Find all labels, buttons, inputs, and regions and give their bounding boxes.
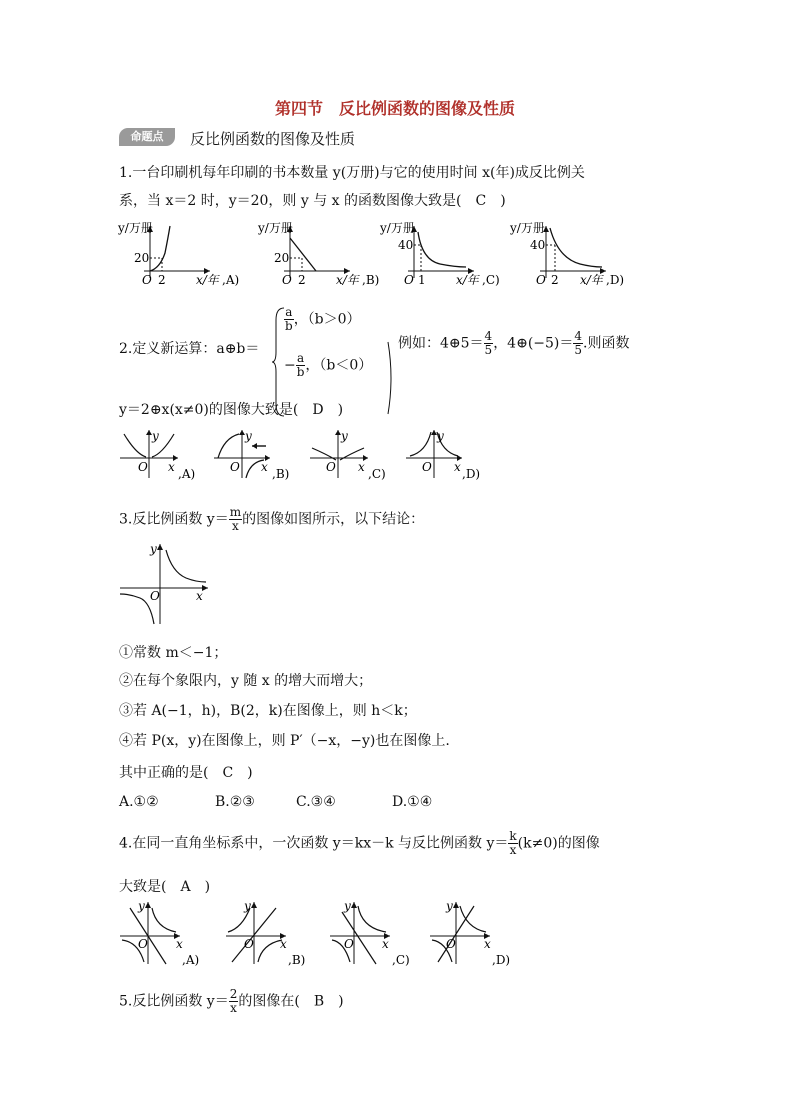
q2-line2: y＝2⊕x(x≠0)的图像大致是( D ) [119,402,344,418]
q1-b-yval: 20 [274,251,290,265]
q1-graphs [110,218,650,298]
q1-c-yval: 40 [398,238,414,252]
svg-text:,A): ,A) [182,953,200,967]
q3-item-4: ④若 P(x，y)在图像上，则 P′（−x，−y)也在图像上. [119,733,450,749]
svg-text:,B): ,B) [272,467,290,481]
svg-text:x: x [168,460,175,474]
svg-text:y: y [244,899,251,913]
q3-item-1: ①常数 m＜−1； [119,645,228,661]
q4-stem: 4.在同一直角坐标系中，一次函数 y＝kx－k 与反比例函数 y＝ $\frac{k}{x}$ (k≠0)的图像 [119,829,600,857]
q3-choice-c: C.③④ [296,794,336,810]
svg-text:O: O [138,460,148,474]
q1-b-xlabel: x/年 [336,273,359,287]
q2-case1-cond: ，（b＞0） [293,311,361,328]
q1-c-opt: ,C) [482,273,500,287]
svg-text:O: O [244,937,254,951]
q2-case1 [284,306,361,333]
q1-d-origin: O [536,273,546,287]
section-heading: 反比例函数的图像及性质 [190,130,356,148]
q1-c-xlabel: x/年 [456,273,479,287]
svg-text:x: x [261,460,268,474]
svg-text:y: y [152,429,159,443]
q4-graph-a [120,899,199,967]
q1-d-opt: ,D) [606,273,625,287]
q1-c-ylabel: y/万册 [380,221,415,235]
q1-graph-d [509,221,624,287]
q4-graph-c [330,899,410,967]
svg-text:x: x [358,460,365,474]
q1-d-xval: 2 [551,273,559,287]
q1-a-xlabel: x/年 [196,273,219,287]
svg-text:y: y [138,899,145,913]
svg-text:,A): ,A) [178,467,196,481]
svg-text:O: O [150,589,160,603]
q3-question: 其中正确的是( C ) [119,765,253,781]
q2-graph-c [310,429,386,481]
svg-text:,D): ,D) [462,467,481,481]
svg-text:x: x [176,937,183,951]
q1-a-opt: ,A) [222,273,240,287]
q2-case1-frac: $\frac{a}{b}$ [285,305,293,333]
q4-line2: 大致是( A ) [119,879,211,895]
q1-b-ylabel: y/万册 [258,221,293,235]
svg-text:y: y [437,429,444,443]
q2-case2-frac: $\frac{a}{b}$ [296,351,305,379]
q1-line2: 系，当 x＝2 时，y＝20，则 y 与 x 的函数图像大致是( C ) [119,193,506,209]
q1-a-yval: 20 [134,251,150,265]
q1-a-origin: O [142,273,152,287]
q2-case2: − $\frac{a}{b}$ ，（b＜0） [284,351,373,379]
q1-c-origin: O [404,273,414,287]
svg-text:y: y [344,899,351,913]
svg-text:x: x [280,937,287,951]
svg-text:O: O [446,937,456,951]
q1-graph-c [379,221,500,287]
q1-graph-a [117,221,239,287]
q2-prefix: 2.定义新运算：a⊕b＝ [119,341,260,357]
q1-d-ylabel: y/万册 [510,221,545,235]
svg-text:y: y [446,899,453,913]
q4-graph-b [226,899,305,967]
svg-text:x: x [484,937,491,951]
q3-item-3: ③若 A(−1，h)，B(2，k)在图像上，则 h＜k； [119,703,417,719]
svg-text:O: O [138,937,148,951]
q1-d-yval: 40 [530,238,546,252]
q1-graph-b [257,221,379,287]
q3-stem: 3.反比例函数 y＝ $\frac{m}{x}$ 的图像如图所示，以下结论： [119,505,425,533]
q2-graph-d [406,429,480,481]
svg-text:y: y [245,429,252,443]
q4-graphs [116,898,536,972]
svg-text:y: y [150,542,157,556]
svg-text:O: O [326,460,336,474]
q3-choice-b: B.②③ [215,794,255,810]
svg-text:x: x [382,937,389,951]
q2-graph-b [214,429,289,481]
q2-case2-cond: ，（b＜0） [305,357,373,374]
q5-stem: 5.反比例函数 y＝ $\frac{2}{x}$ 的图像在( B ) [119,987,344,1015]
svg-text:O: O [344,937,354,951]
q3-graph [116,540,216,630]
svg-text:x: x [196,589,203,603]
q1-d-xlabel: x/年 [580,273,603,287]
q3-choice-d: D.①④ [392,794,433,810]
q1-line1: 1.一台印刷机每年印刷的书本数量 y(万册)与它的使用时间 x(年)成反比例关 [119,165,585,181]
q1-b-origin: O [282,273,292,287]
svg-text:,C): ,C) [392,953,410,967]
q1-a-xval: 2 [158,273,166,287]
svg-text:O: O [230,460,240,474]
q2-right-bar [386,340,396,416]
q3-item-2: ②在每个象限内，y 随 x 的增大而增大； [119,673,373,689]
svg-text:,C): ,C) [368,467,386,481]
q1-a-ylabel: y/万册 [118,221,153,235]
svg-text:,D): ,D) [492,953,511,967]
q1-b-xval: 2 [298,273,306,287]
q2-example: 例如：4⊕5＝ $\frac{4}{5}$ ，4⊕(−5)＝ $\frac{4}{5}$ .则函数 [398,329,630,357]
svg-text:,B): ,B) [288,953,306,967]
q3-choice-a: A.①② [119,794,159,810]
q1-b-opt: ,B) [362,273,380,287]
q2-graphs [116,428,496,488]
svg-text:y: y [341,429,348,443]
svg-text:O: O [422,460,432,474]
svg-text:x: x [454,460,461,474]
section-badge: 命题点 [119,128,175,146]
page-title: 第四节 反比例函数的图像及性质 [274,99,515,118]
q1-c-xval: 1 [418,273,426,287]
q4-graph-d [430,899,510,967]
q2-graph-a [120,429,195,481]
